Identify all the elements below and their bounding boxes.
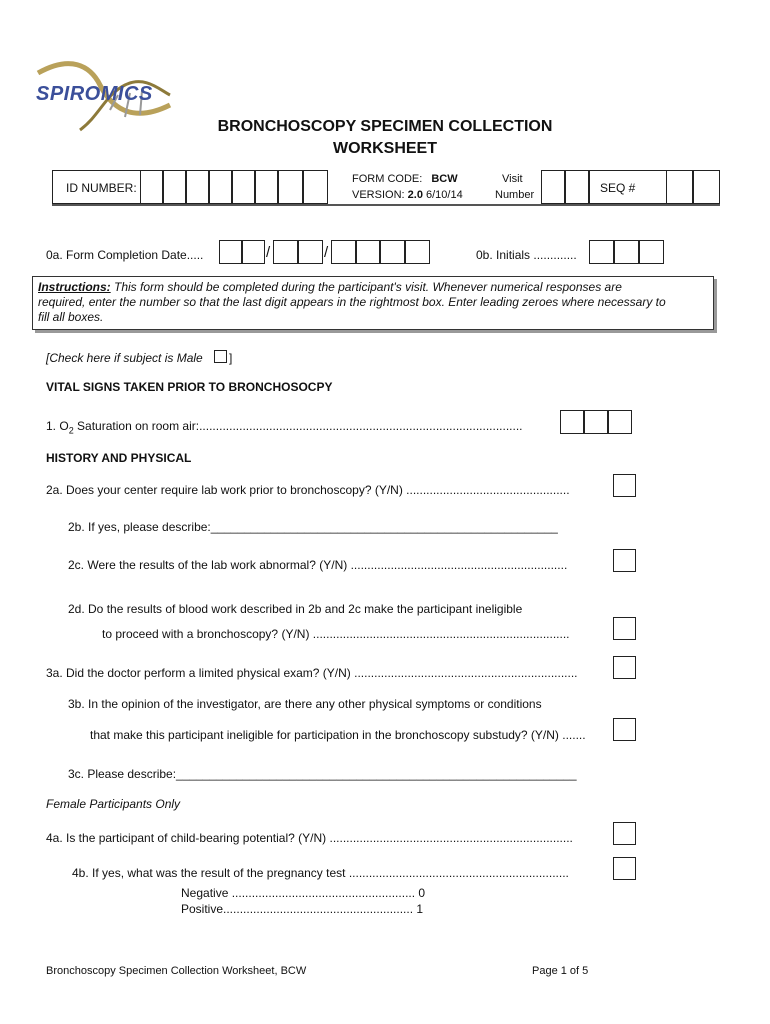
q2c-label: 2c. Were the results of the lab work abnormal? (Y/N) .................................................................: [68, 558, 568, 572]
id-cell[interactable]: [303, 170, 328, 204]
form-code-line: [352, 173, 458, 185]
initials-cell[interactable]: [614, 240, 639, 264]
q3c-label: 3c. Please describe:____________________________________________________________: [68, 767, 577, 781]
id-cell[interactable]: [163, 170, 186, 204]
female-heading: Female Participants Only: [46, 797, 181, 811]
male-checkbox[interactable]: [214, 350, 227, 363]
male-check-label: [Check here if subject is Male: [46, 351, 203, 365]
id-cell[interactable]: [232, 170, 255, 204]
id-cell[interactable]: [140, 170, 163, 204]
initials-cell[interactable]: [639, 240, 664, 264]
q3a-answer-box[interactable]: [613, 656, 636, 679]
initials-cell[interactable]: [589, 240, 614, 264]
date-year-cell[interactable]: [356, 240, 380, 264]
form-code-value: BCW: [431, 173, 458, 185]
page-title-line2: WORKSHEET: [333, 140, 437, 157]
id-cell[interactable]: [209, 170, 232, 204]
seq-label: SEQ #: [600, 181, 636, 195]
date-year-cell[interactable]: [331, 240, 356, 264]
instructions-label: Instructions:: [38, 280, 111, 294]
o2-saturation-cell[interactable]: [584, 410, 608, 434]
q2c-answer-box[interactable]: [613, 549, 636, 572]
male-check-close: ]: [229, 351, 233, 365]
version-date: 6/10/14: [426, 189, 463, 201]
q4b-answer-box[interactable]: [613, 857, 636, 880]
instructions-box: [32, 276, 714, 330]
initials-label: 0b. Initials .............: [476, 248, 577, 262]
visit-cell[interactable]: [541, 170, 565, 204]
q3a-label: 3a. Did the doctor perform a limited physical exam? (Y/N) ...................................................................: [46, 666, 578, 680]
seq-cell[interactable]: [666, 170, 693, 204]
date-slash: /: [266, 244, 271, 261]
history-heading: HISTORY AND PHYSICAL: [46, 451, 192, 465]
id-cell[interactable]: [186, 170, 209, 204]
header-rule: [52, 204, 720, 206]
id-cell[interactable]: [278, 170, 303, 204]
date-slash: /: [324, 244, 329, 261]
q3b-label-line1: 3b. In the opinion of the investigator, are there any other physical symptoms or conditions: [68, 697, 542, 711]
instructions-text-3: fill all boxes.: [38, 310, 104, 324]
q3b-answer-box[interactable]: [613, 718, 636, 741]
pregnancy-positive-option: Positive......................................................... 1: [181, 902, 424, 916]
version-value: 2.0: [407, 189, 423, 201]
date-month-cell[interactable]: [242, 240, 265, 264]
q1-o2-saturation-label: 1. $O_2$ Saturation on room air:.................................................................................................: [46, 419, 523, 436]
visit-cell[interactable]: [565, 170, 589, 204]
version-line: [352, 189, 463, 201]
form-completion-date-label: 0a. Form Completion Date.....: [46, 248, 204, 262]
date-day-cell[interactable]: [273, 240, 298, 264]
q2d-label-line2: to proceed with a bronchoscopy? (Y/N) .............................................................................: [102, 627, 570, 641]
q2b-label: 2b. If yes, please describe:____________________________________________________: [68, 520, 558, 534]
q2d-label-line1: 2d. Do the results of blood work described in 2b and 2c make the participant ineligible: [68, 602, 523, 616]
id-cell[interactable]: [255, 170, 278, 204]
id-number-label: ID NUMBER:: [66, 181, 137, 195]
o2-saturation-cell[interactable]: [560, 410, 584, 434]
instructions-text-1: This form should be completed during the participant's visit. Whenever numerical responses are: [110, 280, 622, 294]
instructions-text-2: required, enter the number so that the last digit appears in the rightmost box. Enter leading zeroes where necessary to: [38, 295, 666, 309]
form-code-label: FORM CODE:: [352, 173, 423, 185]
version-label: VERSION:: [352, 189, 405, 201]
date-year-cell[interactable]: [405, 240, 430, 264]
q2d-answer-box[interactable]: [613, 617, 636, 640]
logo-text: SPIROMICS: [36, 83, 153, 105]
page-title-line1: BRONCHOSCOPY SPECIMEN COLLECTION: [217, 118, 553, 135]
date-year-cell[interactable]: [380, 240, 405, 264]
vitals-heading: VITAL SIGNS TAKEN PRIOR TO BRONCHOSOCPY: [46, 380, 333, 394]
q2a-label: 2a. Does your center require lab work prior to bronchoscopy? (Y/N) .................................................: [46, 483, 570, 497]
visit-label-1: Visit: [502, 173, 523, 185]
pregnancy-negative-option: Negative ....................................................... 0: [181, 886, 426, 900]
date-day-cell[interactable]: [298, 240, 323, 264]
q4a-label: 4a. Is the participant of child-bearing potential? (Y/N) .........................................................................: [46, 831, 573, 845]
q4b-label: 4b. If yes, what was the result of the pregnancy test ..................................................................: [72, 866, 569, 880]
visit-label-2: Number: [495, 189, 535, 201]
q2a-answer-box[interactable]: [613, 474, 636, 497]
date-month-cell[interactable]: [219, 240, 242, 264]
footer-page-number: Page 1 of 5: [532, 965, 589, 977]
q4a-answer-box[interactable]: [613, 822, 636, 845]
seq-cell[interactable]: [693, 170, 720, 204]
footer-form-name: Bronchoscopy Specimen Collection Worksheet, BCW: [46, 965, 307, 977]
q3b-label-line2: that make this participant ineligible for participation in the bronchoscopy substudy? (Y/N) .......: [90, 728, 586, 742]
o2-saturation-cell[interactable]: [608, 410, 632, 434]
